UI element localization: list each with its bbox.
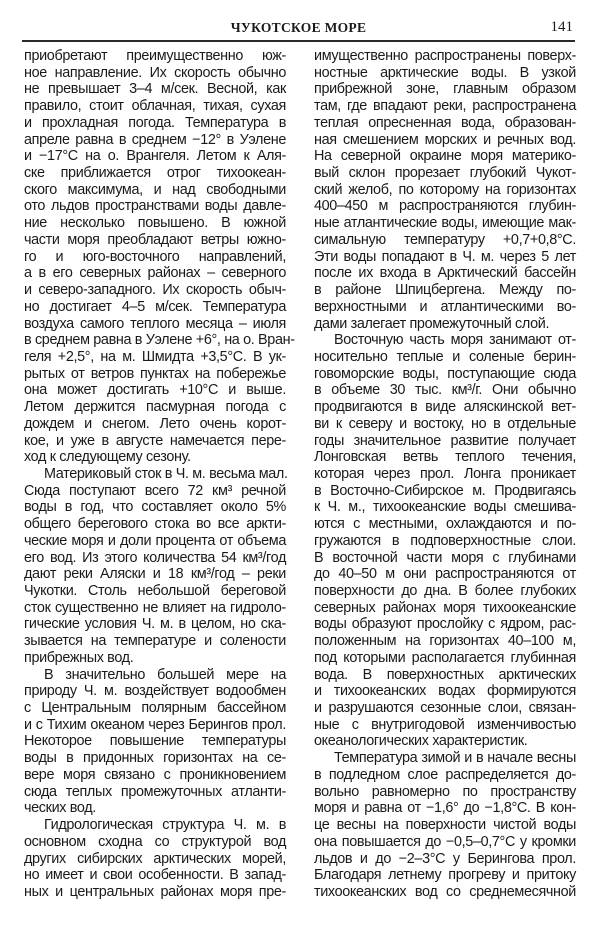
text-line-content: верхностными и атлантическими во- <box>314 298 576 315</box>
text-line <box>314 349 576 366</box>
text-line-content: поверхности до дна. В более глубоких <box>314 583 576 599</box>
text-line-content: к Ч. м., тихоокеанские воды смешива- <box>314 499 576 516</box>
text-line-content: общего берегового стока во все аркти- <box>24 516 286 533</box>
text-line-content: апреле равна в среднем −12° в Уэлене <box>24 131 286 148</box>
text-line <box>24 249 286 266</box>
text-line-content: дами залегает промежуточный слой. <box>314 315 550 332</box>
text-line <box>24 132 286 149</box>
text-line-content: льдов и до −2–3°С у Берингова прол. <box>314 850 576 867</box>
text-line <box>314 834 576 851</box>
text-line-content: а в его северных районах – северного <box>24 265 286 282</box>
text-line <box>314 733 576 750</box>
text-line <box>314 182 576 199</box>
text-line-content: ото льдов пространствами воды давле- <box>24 198 286 215</box>
text-line-content: вода. В поверхностных арктических <box>314 666 576 683</box>
text-line-content: в объеме 30 тыс. км³/г. Они обычно <box>314 382 576 399</box>
text-line-content: и −17°С на о. Врангеля. Летом к Аля- <box>24 148 286 165</box>
text-line <box>24 733 286 750</box>
text-line-content: ческие моря и доли процента от объема <box>24 532 286 549</box>
text-line-content: кое, и уже в августе намечается пере- <box>24 432 286 449</box>
text-line <box>314 650 576 667</box>
text-line <box>24 198 286 215</box>
text-line-content: гические условия Ч. м. в целом, но ска- <box>24 616 286 633</box>
text-line <box>314 316 576 333</box>
text-line <box>314 851 576 868</box>
text-line-content: положенным на горизонтах 40–100 м, <box>314 633 576 650</box>
text-line <box>314 232 576 249</box>
text-line-content: носительно теплые и соленые берин- <box>314 348 576 365</box>
page-header <box>22 14 575 40</box>
text-line <box>24 717 286 734</box>
page-number: 141 <box>550 19 573 35</box>
text-line-content: воздуха самого теплого месяца – июля <box>24 315 286 332</box>
text-line-content: Лонговская ветвь теплого течения, <box>314 449 576 466</box>
text-line <box>24 416 286 433</box>
text-line <box>314 399 576 416</box>
text-line <box>314 767 576 784</box>
text-line <box>24 750 286 767</box>
text-line-content: це весны на поверхности чистой воды <box>314 817 576 834</box>
text-line <box>24 767 286 784</box>
text-line <box>24 81 286 98</box>
text-line-content: там, где впадают реки, распространена <box>314 98 576 115</box>
text-line <box>314 299 576 316</box>
text-line <box>314 784 576 801</box>
text-line-content: продвигаются в виде аляскинской вет- <box>314 399 576 416</box>
text-line <box>24 884 286 901</box>
text-line-content: 400–450 м распространяются глубин- <box>314 198 576 215</box>
text-line-content: симальную температуру +0,7+0,8°С. <box>314 231 576 248</box>
text-line-content: вольно равномерно по пространству <box>314 783 576 800</box>
text-line <box>24 115 286 132</box>
text-line-content: и с Тихим океаном через Берингов прол. <box>24 716 286 733</box>
text-line <box>314 516 576 533</box>
text-line-content: В восточной части моря с глубинами <box>314 549 576 566</box>
text-line-content: Материковый сток в Ч. м. весьма мал. <box>44 465 288 482</box>
text-line-content: в районе Шпицбергена. Между по- <box>314 282 576 299</box>
text-line <box>314 717 576 734</box>
text-line <box>314 750 576 767</box>
text-line <box>314 884 576 901</box>
text-line <box>24 182 286 199</box>
text-line-content: ского максимума, и над свободными <box>24 181 286 198</box>
text-line-content: природу Ч. м. воздействует водообмен <box>24 683 286 700</box>
text-line <box>24 600 286 617</box>
text-line-content: воды образуют прослойку с ядром, рас- <box>314 616 576 633</box>
text-line-content: с Центральным полярным бассейном <box>24 700 286 717</box>
text-line-content: го и юго-восточного направлений, <box>24 248 286 265</box>
text-line <box>24 366 286 383</box>
text-line <box>314 566 576 583</box>
text-line <box>24 817 286 834</box>
text-line <box>314 533 576 550</box>
text-line-content: ние несколько повышено. В южной <box>24 215 286 232</box>
text-line-content: ная смешением морских и речных вод. <box>314 131 576 148</box>
text-line <box>24 349 286 366</box>
text-line <box>314 817 576 834</box>
text-line <box>314 282 576 299</box>
text-line <box>24 265 286 282</box>
text-line-content: других сибирских арктических морей, <box>24 850 286 867</box>
text-line <box>24 633 286 650</box>
text-line <box>314 683 576 700</box>
text-line-content: после их входа в Арктический бассейн <box>314 265 576 282</box>
text-line <box>24 65 286 82</box>
text-line-content: прибрежной зоне, главным образом <box>314 81 576 98</box>
text-line <box>314 550 576 567</box>
text-line-content: годы значительное развитие получает <box>314 432 576 449</box>
text-line-content: ются с местными, охлаждаются и по- <box>314 516 576 533</box>
text-line <box>24 583 286 600</box>
text-line-content: Восточную часть моря занимают от- <box>334 332 576 349</box>
text-line <box>24 700 286 717</box>
text-line-content: основном сходна со структурой вод <box>24 833 286 850</box>
text-line-content: ческих вод. <box>24 800 96 817</box>
text-line-content: и разрушаются сезонные слои, связан- <box>314 700 576 717</box>
text-line-content: теплая опресненная вода, образован- <box>314 114 576 131</box>
text-line-content: гружаются в подповерхностные слои. <box>314 532 576 549</box>
text-line <box>314 382 576 399</box>
text-line-content: Некоторое повышение температуры <box>24 733 286 750</box>
text-line <box>24 98 286 115</box>
header-rule <box>22 40 575 42</box>
text-line-content: На северной окраине моря материко- <box>314 148 576 165</box>
text-line-content: ви к северу и востоку, но в отдельные <box>314 415 576 432</box>
text-line-content: вый склон прорезает глубокий Чукот- <box>314 165 576 182</box>
text-line <box>314 98 576 115</box>
text-line-content: воды в придонных горизонтах на се- <box>24 750 286 767</box>
text-line-content: не превышает 3–4 м/сек. Весной, как <box>24 81 286 98</box>
text-line <box>314 215 576 232</box>
text-line-content: ский желоб, по которому на горизонтах <box>314 181 576 198</box>
text-line <box>24 433 286 450</box>
text-line <box>24 399 286 416</box>
text-line <box>24 499 286 516</box>
text-line <box>24 316 286 333</box>
text-line-content: но достигает 4–5 м/сек. Температура <box>24 298 286 315</box>
text-line-content: рытых от ветров пунктах на побережье <box>24 365 286 382</box>
text-line <box>314 132 576 149</box>
text-line <box>24 616 286 633</box>
text-line <box>314 466 576 483</box>
text-line-content: под которыми располагается глубинная <box>314 649 576 666</box>
text-column-right <box>314 48 576 901</box>
text-line-content: сюда теплых промежуточных атланти- <box>24 783 286 800</box>
text-line-content: моря и равна от −1,6° до −1,8°С. В кон- <box>314 800 576 817</box>
text-line-content: Эти воды попадают в Ч. м. через 5 лет <box>314 248 576 265</box>
text-line-content: в подледном слое распределяется до- <box>314 766 576 783</box>
text-line <box>24 299 286 316</box>
text-line <box>24 566 286 583</box>
text-line-content: зывается на температуре и солености <box>24 633 286 650</box>
text-line-content: ностные арктические воды. В узкой <box>314 64 576 81</box>
text-line <box>24 332 295 349</box>
text-line-content: дождем и снегом. Лето очень корот- <box>24 415 286 432</box>
text-line <box>24 550 286 567</box>
text-line-content: до 40–50 м они распространяются от <box>314 566 576 583</box>
text-line-content: ных и центральных районах моря пре- <box>24 883 286 900</box>
text-line <box>24 232 286 249</box>
text-line <box>314 249 576 266</box>
text-line-content: правило, стоит облачная, тихая, сухая <box>24 98 286 115</box>
text-line-content: его вод. Из этого количества 54 км³/год <box>24 549 286 566</box>
text-line-content: воды в год, что составляет около 5% <box>24 499 286 516</box>
text-line <box>314 616 576 633</box>
text-line <box>24 851 286 868</box>
text-line-content: ные атлантические воды, имеющие мак- <box>314 215 576 232</box>
text-line-content: и прохладная погода. Температура в <box>24 114 286 131</box>
text-line <box>24 533 286 550</box>
text-line <box>314 583 576 600</box>
text-line <box>314 416 576 433</box>
text-line <box>314 449 576 466</box>
text-line-content: она повышается до −0,5–0,7°С у кромки <box>314 833 576 850</box>
text-line <box>314 366 576 383</box>
text-line-content: она может достигать +10°С и выше. <box>24 382 286 399</box>
text-line <box>314 148 576 165</box>
text-line <box>24 466 286 483</box>
text-line-content: Гидрологическая структура Ч. м. в <box>44 817 286 834</box>
text-line-content: океанологических характеристик. <box>314 733 528 750</box>
text-line <box>314 867 576 884</box>
text-line <box>314 483 576 500</box>
text-line <box>314 633 576 650</box>
text-line <box>24 382 286 399</box>
text-line <box>24 667 286 684</box>
text-line <box>314 800 576 817</box>
text-line <box>24 800 286 817</box>
text-line <box>314 81 576 98</box>
text-line-content: в Восточно-Сибирское м. Продвигаясь <box>314 482 576 499</box>
text-line <box>24 834 286 851</box>
running-title: ЧУКОТСКОЕ МОРЕ <box>230 20 367 35</box>
text-line-content: Температура зимой и в начале весны <box>334 750 576 767</box>
text-line <box>314 115 576 132</box>
text-line-content: ные с внутригодовой изменчивостью <box>314 716 576 733</box>
text-line <box>24 48 286 65</box>
text-line-content: Летом держится пасмурная погода с <box>24 399 286 416</box>
text-line <box>24 867 286 884</box>
text-line-content: геля +2,5°, на м. Шмидта +3,5°С. В ук- <box>24 348 286 365</box>
text-line <box>314 332 576 349</box>
text-line <box>314 433 576 450</box>
text-line-content: дают реки Аляски и 18 км³/год – реки <box>24 566 286 583</box>
text-line <box>314 667 576 684</box>
text-line <box>24 784 286 801</box>
text-line <box>24 449 286 466</box>
text-line-content: вере моря связано с проникновением <box>24 766 286 783</box>
text-line-content: приобретают преимущественно юж- <box>24 48 286 64</box>
text-column-left <box>24 48 295 901</box>
text-line-content: Благодаря летнему прогреву и притоку <box>314 867 576 884</box>
text-line-content: ске приближается отрог тихоокеан- <box>24 165 286 182</box>
text-line-content: и северо-западного. Их скорость обыч- <box>24 282 286 299</box>
text-line <box>24 650 286 667</box>
text-line <box>24 148 286 165</box>
text-line-content: тихоокеанских вод со среднемесячной <box>314 883 576 900</box>
text-line-content: но имеет и свои особенности. В запад- <box>24 867 286 884</box>
text-line <box>24 165 286 182</box>
text-line-content: Чукотки. Столь небольшой береговой <box>24 583 286 599</box>
text-line <box>314 48 576 65</box>
text-line-content: сток существенно не влияет на гидроло- <box>24 599 286 616</box>
text-line <box>24 282 286 299</box>
text-line <box>314 265 576 282</box>
text-line-content: имущественно распространены поверх- <box>314 48 576 64</box>
text-line <box>24 215 286 232</box>
text-line <box>314 499 576 516</box>
text-line <box>314 65 576 82</box>
text-line-content: и тихоокеанских водах формируются <box>314 683 576 700</box>
text-line <box>314 700 576 717</box>
text-line-content: части моря преобладают ветры южно- <box>24 231 286 248</box>
text-line-content: которая через прол. Лонга проникает <box>314 465 576 482</box>
text-line-content: в среднем равна в Уэлене +6°, на о. Вран- <box>24 332 295 349</box>
text-line-content: ное направление. Их скорость обычно <box>24 64 286 81</box>
text-line-content: Сюда поступают всего 72 км³ речной <box>24 482 286 499</box>
text-line-content: говоморские воды, поступающие сюда <box>314 365 576 382</box>
text-line <box>24 483 286 500</box>
text-line-content: прибрежных вод. <box>24 649 134 666</box>
text-line-content: ход к следующему сезону. <box>24 449 191 466</box>
text-line <box>314 600 576 617</box>
text-line <box>314 198 576 215</box>
text-line <box>24 683 286 700</box>
text-line <box>314 165 576 182</box>
text-line-content: В значительно большей мере на <box>44 666 286 683</box>
text-line-content: северных районах моря тихоокеанские <box>314 599 576 616</box>
text-line <box>24 516 286 533</box>
